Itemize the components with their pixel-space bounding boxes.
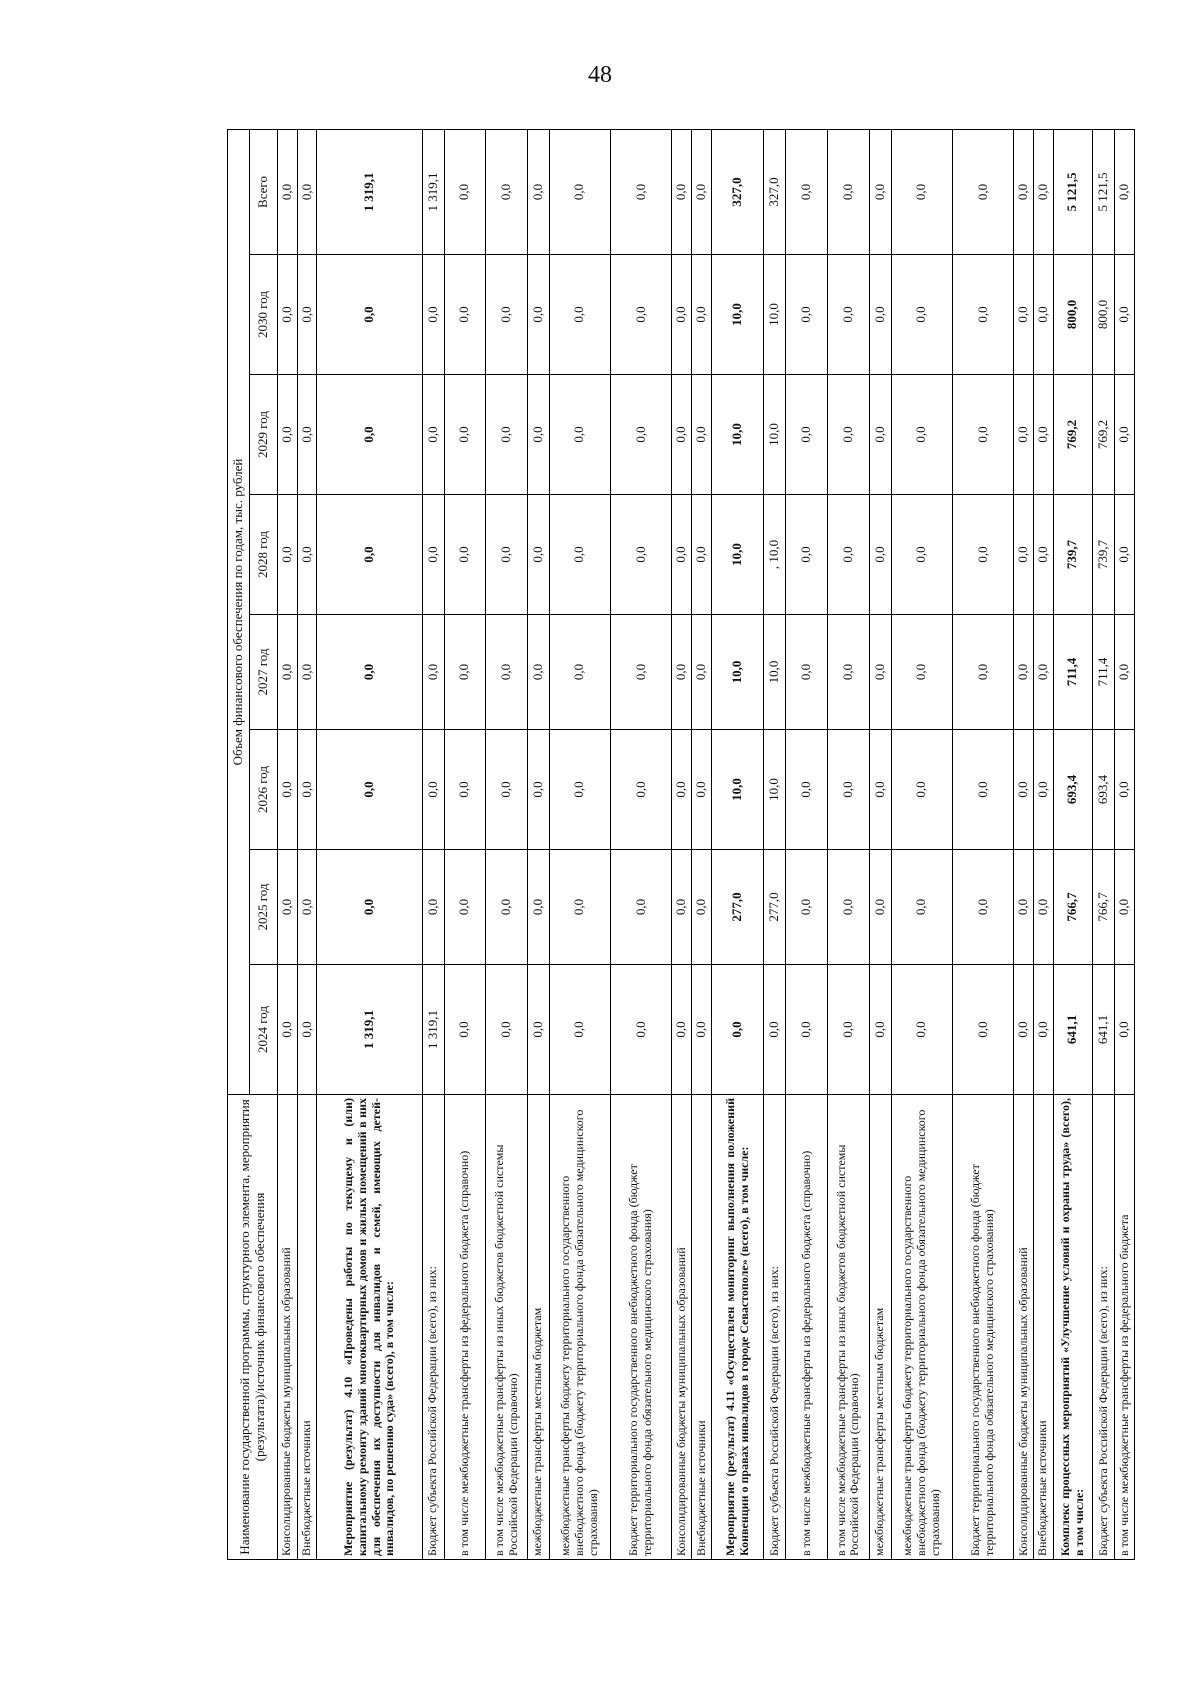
- value-cell: 0,0: [786, 850, 828, 965]
- value-cell: 0,0: [891, 850, 952, 965]
- value-cell: 0,0: [444, 615, 486, 730]
- row-label: межбюджетные трансферты местным бюджетам: [527, 1095, 549, 1560]
- table-row: [278, 129, 298, 1559]
- value-cell: 0,0: [869, 965, 891, 1095]
- value-cell: 0,0: [444, 255, 486, 375]
- value-cell: 0,0: [549, 965, 610, 1095]
- value-cell: 0,0: [1115, 615, 1135, 730]
- value-cell: 0,0: [692, 255, 712, 375]
- value-cell: 0,0: [1115, 730, 1135, 850]
- value-cell: 0,0: [1014, 375, 1034, 495]
- row-label: Бюджет субъекта Российской Федерации (всего), из них:: [422, 1095, 444, 1560]
- value-cell: 0,0: [278, 615, 298, 730]
- row-label: в том числе межбюджетные трансферты из федерального бюджета: [1115, 1095, 1135, 1560]
- value-cell: 0,0: [711, 965, 764, 1095]
- value-cell: 0,0: [869, 375, 891, 495]
- value-cell: 0,0: [952, 255, 1013, 375]
- total-header: Всего: [250, 129, 278, 254]
- value-cell: 0,0: [869, 850, 891, 965]
- value-cell: 0,0: [611, 375, 672, 495]
- value-cell: 0,0: [891, 375, 952, 495]
- row-label: Комплекс процессных мероприятий «Улучшение условий и охраны труда» (всего), в том числе:: [1053, 1095, 1092, 1560]
- total-cell: 5 121,5: [1093, 129, 1115, 254]
- value-cell: 0,0: [672, 615, 692, 730]
- value-cell: 0,0: [527, 615, 549, 730]
- value-cell: 693,4: [1093, 730, 1115, 850]
- total-cell: 0,0: [672, 129, 692, 254]
- value-cell: 0,0: [549, 495, 610, 615]
- table-row: [1115, 129, 1135, 1559]
- value-cell: 0,0: [786, 615, 828, 730]
- row-label: Мероприятие (результат) 4.10 «Проведены работы по текущему и (или) капитальному ремонту зданий многоквартирных домов и жилых помещений в них для обеспечения их доступности для инвалидов и семей, имеющих детей-инвалидов, по решению суда» (всего), в том числе:: [317, 1095, 422, 1560]
- total-cell: 0,0: [278, 129, 298, 254]
- value-cell: 0,0: [672, 965, 692, 1095]
- value-cell: 0,0: [1115, 965, 1135, 1095]
- value-cell: 0,0: [527, 495, 549, 615]
- value-cell: 10,0: [711, 495, 764, 615]
- value-cell: 10,0: [764, 375, 786, 495]
- value-cell: 0,0: [549, 615, 610, 730]
- value-cell: 0,0: [486, 965, 528, 1095]
- total-cell: 1 319,1: [422, 129, 444, 254]
- value-cell: 0,0: [1115, 375, 1135, 495]
- value-cell: 0,0: [486, 850, 528, 965]
- value-cell: 0,0: [549, 730, 610, 850]
- year-header: 2027 год: [250, 615, 278, 730]
- value-cell: 0,0: [611, 965, 672, 1095]
- value-cell: 0,0: [527, 850, 549, 965]
- value-cell: 0,0: [786, 965, 828, 1095]
- year-header: 2026 год: [250, 730, 278, 850]
- row-label: Внебюджетные источники: [297, 1095, 317, 1560]
- value-cell: 0,0: [611, 850, 672, 965]
- value-cell: 0,0: [422, 255, 444, 375]
- value-cell: 0,0: [527, 965, 549, 1095]
- row-label: Консолидированные бюджеты муниципальных образований: [672, 1095, 692, 1560]
- value-cell: 641,1: [1053, 965, 1092, 1095]
- row-label: Внебюджетные источники: [1034, 1095, 1054, 1560]
- value-cell: 0,0: [278, 850, 298, 965]
- value-cell: 769,2: [1053, 375, 1092, 495]
- value-cell: 0,0: [786, 255, 828, 375]
- value-cell: 0,0: [422, 495, 444, 615]
- table-row: [891, 129, 952, 1559]
- table-row: [1053, 129, 1092, 1559]
- total-cell: 0,0: [828, 129, 870, 254]
- value-cell: 0,0: [869, 495, 891, 615]
- value-cell: 0,0: [1034, 850, 1054, 965]
- page-number: 48: [588, 62, 612, 88]
- row-label: Мероприятие (результат) 4.11 «Осуществлен мониторинг выполнения положений Конвенции о правах инвалидов в городе Севастополе» (всего), в том числе:: [711, 1095, 764, 1560]
- total-cell: 5 121,5: [1053, 129, 1092, 254]
- value-cell: 0,0: [297, 495, 317, 615]
- row-label: Бюджет субъекта Российской Федерации (всего), из них:: [764, 1095, 786, 1560]
- value-cell: 0,0: [692, 495, 712, 615]
- total-cell: 0,0: [1115, 129, 1135, 254]
- total-cell: 327,0: [711, 129, 764, 254]
- value-cell: 0,0: [444, 965, 486, 1095]
- value-cell: 0,0: [278, 730, 298, 850]
- row-label: Бюджет субъекта Российской Федерации (всего), из них:: [1093, 1095, 1115, 1560]
- value-cell: 0,0: [786, 730, 828, 850]
- value-cell: 0,0: [611, 495, 672, 615]
- value-cell: 0,0: [869, 255, 891, 375]
- value-cell: 0,0: [828, 255, 870, 375]
- value-cell: 0,0: [486, 730, 528, 850]
- value-cell: 0,0: [952, 850, 1013, 965]
- value-cell: 0,0: [444, 375, 486, 495]
- total-cell: 0,0: [527, 129, 549, 254]
- table-row: [869, 129, 891, 1559]
- value-cell: 0,0: [952, 965, 1013, 1095]
- value-cell: 800,0: [1093, 255, 1115, 375]
- value-cell: 0,0: [317, 255, 422, 375]
- value-cell: 0,0: [422, 850, 444, 965]
- value-cell: 0,0: [692, 965, 712, 1095]
- value-cell: 0,0: [611, 615, 672, 730]
- name-column-header: Наименование государственной программы, структурного элемента, мероприятия (результата)/источник финансового обеспечения: [228, 1095, 278, 1560]
- table-row: [444, 129, 486, 1559]
- rotated-table-container: [227, 130, 1135, 1560]
- row-label: в том числе межбюджетные трансферты из федерального бюджета (справочно): [444, 1095, 486, 1560]
- value-cell: 0,0: [1115, 255, 1135, 375]
- table-row: [486, 129, 528, 1559]
- value-cell: 277,0: [764, 850, 786, 965]
- table-row: [1034, 129, 1054, 1559]
- value-cell: 0,0: [1034, 375, 1054, 495]
- year-header: 2030 год: [250, 255, 278, 375]
- value-cell: 0,0: [828, 375, 870, 495]
- value-cell: 0,0: [828, 965, 870, 1095]
- value-cell: 0,0: [317, 615, 422, 730]
- table-body: [278, 129, 1135, 1559]
- value-cell: 0,0: [486, 615, 528, 730]
- table-row: [672, 129, 692, 1559]
- year-header: 2024 год: [250, 965, 278, 1095]
- value-cell: 0,0: [527, 255, 549, 375]
- value-cell: 0,0: [527, 730, 549, 850]
- value-cell: 0,0: [672, 255, 692, 375]
- row-label: Консолидированные бюджеты муниципальных образований: [1014, 1095, 1034, 1560]
- table-row: [1093, 129, 1115, 1559]
- row-label: в том числе межбюджетные трансферты из иных бюджетов бюджетной системы Российской Федерации (справочно): [828, 1095, 870, 1560]
- row-label: межбюджетные трансферты бюджету территориального государственного внебюджетного фонда (бюджету территориального фонда обязательного медицинского страхования): [549, 1095, 610, 1560]
- total-cell: 0,0: [1034, 129, 1054, 254]
- row-label: Бюджет территориального государственного внебюджетного фонда (бюджет территориального фонда обязательного медицинского страхования): [611, 1095, 672, 1560]
- value-cell: , 10,0: [764, 495, 786, 615]
- table-row: [422, 129, 444, 1559]
- value-cell: 0,0: [1014, 965, 1034, 1095]
- volume-header: Объем финансового обеспечения по годам, тыс. рублей: [228, 129, 250, 1094]
- value-cell: 0,0: [1014, 850, 1034, 965]
- value-cell: 10,0: [711, 615, 764, 730]
- value-cell: 0,0: [1034, 615, 1054, 730]
- value-cell: 10,0: [764, 730, 786, 850]
- value-cell: 0,0: [672, 850, 692, 965]
- value-cell: 0,0: [317, 850, 422, 965]
- value-cell: 0,0: [952, 495, 1013, 615]
- total-cell: 0,0: [549, 129, 610, 254]
- value-cell: 0,0: [828, 730, 870, 850]
- total-cell: 0,0: [891, 129, 952, 254]
- table-row: [828, 129, 870, 1559]
- value-cell: 711,4: [1053, 615, 1092, 730]
- value-cell: 10,0: [764, 255, 786, 375]
- value-cell: 693,4: [1053, 730, 1092, 850]
- total-cell: 0,0: [444, 129, 486, 254]
- value-cell: 0,0: [317, 375, 422, 495]
- value-cell: 0,0: [869, 615, 891, 730]
- value-cell: 0,0: [297, 730, 317, 850]
- value-cell: 0,0: [611, 730, 672, 850]
- value-cell: 0,0: [952, 615, 1013, 730]
- value-cell: 0,0: [317, 730, 422, 850]
- value-cell: 0,0: [278, 965, 298, 1095]
- financing-table: [227, 129, 1135, 1560]
- value-cell: 0,0: [692, 730, 712, 850]
- row-label: в том числе межбюджетные трансферты из федерального бюджета (справочно): [786, 1095, 828, 1560]
- value-cell: 0,0: [1115, 495, 1135, 615]
- table-row: [297, 129, 317, 1559]
- value-cell: 766,7: [1053, 850, 1092, 965]
- row-label: межбюджетные трансферты местным бюджетам: [869, 1095, 891, 1560]
- value-cell: 0,0: [672, 495, 692, 615]
- value-cell: 0,0: [1014, 495, 1034, 615]
- value-cell: 0,0: [486, 495, 528, 615]
- value-cell: 0,0: [527, 375, 549, 495]
- table-row: [786, 129, 828, 1559]
- value-cell: 739,7: [1053, 495, 1092, 615]
- value-cell: 0,0: [952, 730, 1013, 850]
- value-cell: 0,0: [297, 965, 317, 1095]
- row-label: в том числе межбюджетные трансферты из иных бюджетов бюджетной системы Российской Федерации (справочно): [486, 1095, 528, 1560]
- total-cell: 0,0: [952, 129, 1013, 254]
- value-cell: 0,0: [891, 965, 952, 1095]
- total-cell: 0,0: [1014, 129, 1034, 254]
- total-cell: 0,0: [486, 129, 528, 254]
- value-cell: 10,0: [711, 255, 764, 375]
- value-cell: 0,0: [764, 965, 786, 1095]
- value-cell: 0,0: [786, 375, 828, 495]
- value-cell: 0,0: [549, 375, 610, 495]
- value-cell: 10,0: [711, 730, 764, 850]
- value-cell: 0,0: [1115, 850, 1135, 965]
- value-cell: 10,0: [711, 375, 764, 495]
- table-row: [317, 129, 422, 1559]
- value-cell: 0,0: [486, 375, 528, 495]
- value-cell: 0,0: [672, 375, 692, 495]
- value-cell: 0,0: [444, 730, 486, 850]
- value-cell: 0,0: [278, 495, 298, 615]
- value-cell: 0,0: [692, 375, 712, 495]
- value-cell: 0,0: [611, 255, 672, 375]
- table-row: [549, 129, 610, 1559]
- table-row: [611, 129, 672, 1559]
- table-row: [952, 129, 1013, 1559]
- value-cell: 0,0: [1014, 730, 1034, 850]
- total-cell: 0,0: [786, 129, 828, 254]
- value-cell: 0,0: [297, 375, 317, 495]
- value-cell: 10,0: [764, 615, 786, 730]
- value-cell: 0,0: [952, 375, 1013, 495]
- total-cell: 0,0: [869, 129, 891, 254]
- value-cell: 769,2: [1093, 375, 1115, 495]
- year-header: 2029 год: [250, 375, 278, 495]
- value-cell: 0,0: [278, 375, 298, 495]
- value-cell: 0,0: [891, 255, 952, 375]
- year-header: 2028 год: [250, 495, 278, 615]
- value-cell: 0,0: [422, 615, 444, 730]
- table-row: [527, 129, 549, 1559]
- row-label: Консолидированные бюджеты муниципальных образований: [278, 1095, 298, 1560]
- value-cell: 0,0: [1034, 255, 1054, 375]
- value-cell: 0,0: [422, 375, 444, 495]
- table-row: [711, 129, 764, 1559]
- value-cell: 0,0: [444, 850, 486, 965]
- value-cell: 0,0: [297, 850, 317, 965]
- value-cell: 0,0: [1034, 965, 1054, 1095]
- value-cell: 277,0: [711, 850, 764, 965]
- value-cell: 0,0: [422, 730, 444, 850]
- value-cell: 0,0: [828, 615, 870, 730]
- value-cell: 0,0: [1034, 730, 1054, 850]
- value-cell: 739,7: [1093, 495, 1115, 615]
- value-cell: 0,0: [869, 730, 891, 850]
- value-cell: 0,0: [549, 850, 610, 965]
- value-cell: 766,7: [1093, 850, 1115, 965]
- value-cell: 0,0: [1034, 495, 1054, 615]
- value-cell: 0,0: [891, 730, 952, 850]
- value-cell: 0,0: [1014, 615, 1034, 730]
- table-row: [764, 129, 786, 1559]
- value-cell: 0,0: [828, 495, 870, 615]
- value-cell: 0,0: [549, 255, 610, 375]
- value-cell: 711,4: [1093, 615, 1115, 730]
- row-label: Бюджет территориального государственного внебюджетного фонда (бюджет территориального фонда обязательного медицинского страхования): [952, 1095, 1013, 1560]
- row-label: Внебюджетные источники: [692, 1095, 712, 1560]
- total-cell: 327,0: [764, 129, 786, 254]
- total-cell: 0,0: [611, 129, 672, 254]
- value-cell: 0,0: [317, 495, 422, 615]
- value-cell: 0,0: [828, 850, 870, 965]
- value-cell: 0,0: [891, 495, 952, 615]
- year-header: 2025 год: [250, 850, 278, 965]
- value-cell: 0,0: [444, 495, 486, 615]
- value-cell: 0,0: [297, 255, 317, 375]
- total-cell: 0,0: [692, 129, 712, 254]
- value-cell: 0,0: [1014, 255, 1034, 375]
- value-cell: 0,0: [297, 615, 317, 730]
- value-cell: 0,0: [786, 495, 828, 615]
- value-cell: 0,0: [672, 730, 692, 850]
- value-cell: 0,0: [692, 850, 712, 965]
- total-cell: 1 319,1: [317, 129, 422, 254]
- table-row: [1014, 129, 1034, 1559]
- value-cell: 1 319,1: [317, 965, 422, 1095]
- value-cell: 0,0: [692, 615, 712, 730]
- value-cell: 800,0: [1053, 255, 1092, 375]
- total-cell: 0,0: [297, 129, 317, 254]
- value-cell: 641,1: [1093, 965, 1115, 1095]
- value-cell: 0,0: [486, 255, 528, 375]
- table-row: [692, 129, 712, 1559]
- value-cell: 0,0: [278, 255, 298, 375]
- value-cell: 1 319,1: [422, 965, 444, 1095]
- value-cell: 0,0: [891, 615, 952, 730]
- row-label: межбюджетные трансферты бюджету территориального государственного внебюджетного фонда (бюджету территориального фонда обязательного медицинского страхования): [891, 1095, 952, 1560]
